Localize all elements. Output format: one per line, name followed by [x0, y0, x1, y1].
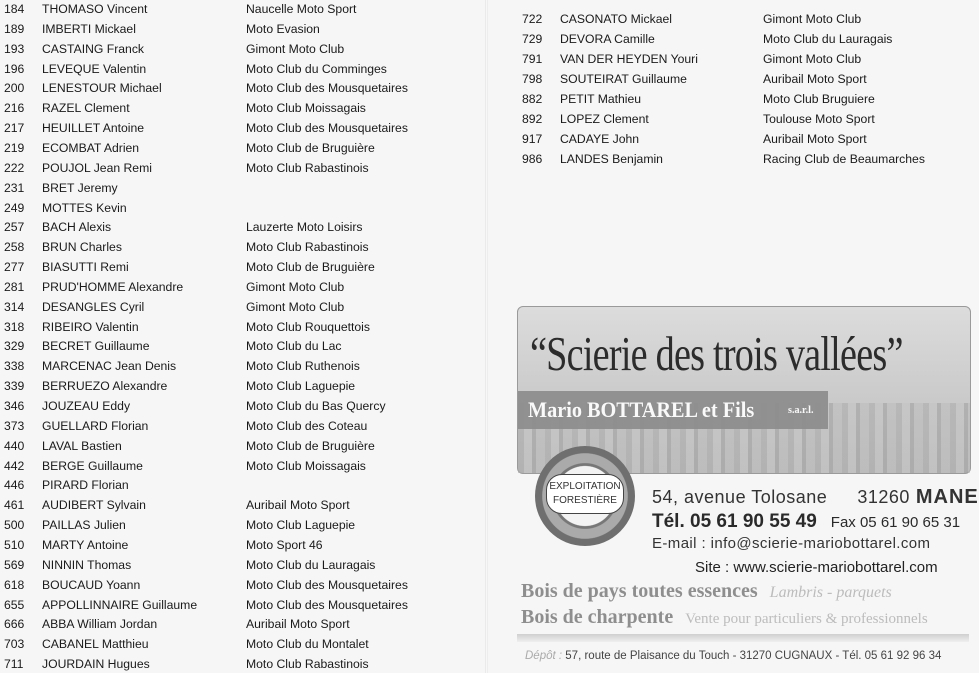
rider-name: BIASUTTI Remi	[42, 260, 129, 275]
ad-product-2-extra: Vente pour particuliers & professionnels	[685, 611, 928, 627]
entry-number: 798	[522, 72, 543, 86]
entry-number: 217	[4, 121, 25, 136]
club-name: Moto Club de Bruguière	[246, 260, 375, 275]
ad-depot-text: 57, route de Plaisance du Touch - 31270 CUGNAUX - Tél. 05 61 92 96 34	[565, 650, 942, 662]
rider-name: BACH Alexis	[42, 220, 112, 235]
club-name: Moto Club des Mousquetaires	[246, 81, 408, 96]
ad-depot	[525, 650, 941, 662]
entry-number: 219	[4, 140, 25, 155]
rider-name: CASTAING Franck	[42, 41, 145, 56]
club-name: Gimont Moto Club	[763, 52, 862, 66]
entry-number: 655	[4, 597, 25, 612]
entry-number: 442	[4, 458, 25, 473]
entry-number: 216	[4, 101, 25, 116]
entry-number: 196	[4, 61, 25, 76]
rider-name: LENESTOUR Michael	[42, 81, 162, 96]
rider-name: LANDES Benjamin	[560, 152, 663, 166]
entry-number: 346	[4, 399, 25, 413]
entry-number: 446	[4, 478, 25, 493]
club-name: Moto Club Moissagais	[246, 101, 366, 116]
rider-name: HEUILLET Antoine	[42, 121, 145, 136]
club-name: Moto Club Laguepie	[246, 518, 356, 533]
rider-name: SOUTEIRAT Guillaume	[560, 72, 687, 86]
entry-number: 722	[522, 12, 543, 26]
entry-number: 314	[4, 299, 25, 314]
rider-name: AUDIBERT Sylvain	[42, 498, 146, 513]
ad-product-2: Bois de charpente	[521, 606, 674, 628]
ad-product-line-2	[521, 606, 928, 629]
rider-name: DEVORA Camille	[560, 32, 655, 46]
ad-product-line-1	[521, 580, 892, 603]
entry-number: 666	[4, 617, 25, 632]
rider-name: ABBA William Jordan	[42, 617, 158, 632]
rider-name: BERGE Guillaume	[42, 458, 143, 473]
rider-name: IMBERTI Mickael	[42, 21, 136, 36]
rider-name: BERRUEZO Alexandre	[42, 379, 168, 394]
entry-number: 189	[4, 21, 25, 36]
rider-name: JOURDAIN Hugues	[42, 657, 150, 672]
log-seal-icon	[535, 446, 635, 546]
rider-name: LEVEQUE Valentin	[42, 61, 147, 76]
entry-number: 200	[4, 81, 25, 96]
entry-number: 500	[4, 518, 25, 533]
entry-number: 711	[4, 657, 24, 672]
ad-address	[652, 486, 979, 509]
club-name: Moto Evasion	[246, 21, 320, 36]
entry-number: 338	[4, 359, 25, 374]
club-name: Moto Club des Mousquetaires	[246, 121, 408, 136]
entry-number: 791	[522, 52, 543, 66]
ad-zip: 31260	[857, 487, 910, 507]
entry-number: 318	[4, 319, 25, 334]
club-name: Auribail Moto Sport	[763, 72, 867, 86]
entry-number: 193	[4, 41, 25, 56]
club-name: Moto Club Rouquettois	[246, 319, 370, 334]
ad-fax: Fax 05 61 90 65 31	[830, 514, 961, 531]
rider-name: BOUCAUD Yoann	[42, 577, 141, 592]
sawmill-advertisement	[517, 306, 979, 672]
ad-divider	[517, 634, 969, 642]
entry-number: 184	[4, 2, 25, 16]
club-name: Moto Club Rabastinois	[246, 657, 369, 672]
club-name: Auribail Moto Sport	[763, 132, 867, 146]
rider-name: CADAYE John	[560, 132, 640, 146]
club-name: Moto Club des Coteau	[246, 418, 368, 433]
seal-line-1: EXPLOITATION	[549, 481, 621, 492]
club-name: Gimont Moto Club	[763, 12, 862, 26]
rider-name: PIRARD Florian	[42, 478, 129, 493]
rider-name: BECRET Guillaume	[42, 339, 150, 354]
rider-name: RAZEL Clement	[42, 101, 130, 116]
club-name: Toulouse Moto Sport	[763, 112, 875, 126]
entry-number: 281	[4, 279, 25, 294]
entry-number: 569	[4, 557, 25, 572]
left-page	[0, 0, 485, 673]
club-name: Moto Club Laguepie	[246, 379, 356, 394]
rider-name: BRUN Charles	[42, 240, 122, 255]
entry-number: 440	[4, 438, 25, 453]
rider-name: LOPEZ Clement	[560, 112, 649, 126]
rider-name: CABANEL Matthieu	[42, 637, 149, 652]
club-name: Racing Club de Beaumarches	[763, 152, 925, 166]
club-name: Moto Club de Bruguière	[246, 140, 375, 155]
club-name: Naucelle Moto Sport	[246, 2, 357, 16]
entry-number: 510	[4, 537, 25, 552]
entry-number: 277	[4, 260, 25, 275]
ad-subtitle-band	[518, 391, 828, 429]
seal-label	[546, 474, 624, 514]
entry-number: 892	[522, 112, 543, 126]
ad-town: MANE	[915, 486, 979, 508]
entry-number: 729	[522, 32, 543, 46]
ad-email: E-mail : info@scierie-mariobottarel.com	[652, 535, 931, 552]
rider-name: PRUD'HOMME Alexandre	[42, 279, 184, 294]
entry-number: 222	[4, 160, 25, 175]
rider-name: MOTTES Kevin	[42, 200, 127, 215]
ad-title: “Scierie des trois vallées”	[530, 326, 903, 381]
entry-number: 329	[4, 339, 25, 354]
club-name: Moto Club Rabastinois	[246, 240, 369, 255]
club-name: Moto Sport 46	[246, 537, 323, 552]
club-name: Moto Club des Mousquetaires	[246, 597, 408, 612]
rider-name: MARTY Antoine	[42, 537, 129, 552]
rider-name: LAVAL Bastien	[42, 438, 122, 453]
entry-number: 257	[4, 220, 25, 235]
club-name: Moto Club de Bruguière	[246, 438, 375, 453]
club-name: Moto Club Ruthenois	[246, 359, 360, 374]
club-name: Auribail Moto Sport	[246, 498, 350, 513]
entry-number: 703	[4, 637, 25, 652]
ad-subtitle-suffix: s.a.r.l.	[788, 404, 814, 416]
entry-number: 339	[4, 379, 25, 394]
club-name: Moto Club du Lauragais	[763, 32, 893, 46]
club-name: Moto Club du Lauragais	[246, 557, 376, 572]
entry-number: 618	[4, 577, 25, 592]
entry-number: 249	[4, 200, 25, 215]
rider-name: PETIT Mathieu	[560, 92, 642, 106]
rider-name: PAILLAS Julien	[42, 518, 126, 533]
club-name: Gimont Moto Club	[246, 41, 345, 56]
club-name: Gimont Moto Club	[246, 279, 345, 294]
club-name: Gimont Moto Club	[246, 299, 345, 314]
rider-name: RIBEIRO Valentin	[42, 319, 139, 334]
rider-name: ECOMBAT Adrien	[42, 140, 140, 155]
rider-name: DESANGLES Cyril	[42, 299, 145, 314]
club-name: Auribail Moto Sport	[246, 617, 350, 632]
rider-name: APPOLLINNAIRE Guillaume	[42, 597, 198, 612]
rider-name: THOMASO Vincent	[42, 2, 148, 16]
ad-phone	[652, 511, 960, 533]
club-name: Moto Club du Lac	[246, 339, 342, 354]
ad-product-1-extra: Lambris - parquets	[769, 584, 892, 601]
entry-number: 231	[4, 180, 25, 195]
rider-name: MARCENAC Jean Denis	[42, 359, 177, 374]
entry-number: 373	[4, 418, 25, 433]
club-name: Lauzerte Moto Loisirs	[246, 220, 363, 235]
club-name: Moto Club Rabastinois	[246, 160, 369, 175]
club-name: Moto Club du Bas Quercy	[246, 399, 386, 413]
entry-number: 986	[522, 152, 543, 166]
ad-street: 54, avenue Tolosane	[652, 487, 828, 507]
rider-name: JOUZEAU Eddy	[42, 399, 131, 413]
club-name: Moto Club du Montalet	[246, 637, 369, 652]
entry-number: 882	[522, 92, 543, 106]
ad-tel: Tél. 05 61 90 55 49	[652, 511, 817, 532]
rider-name: CASONATO Mickael	[560, 12, 672, 26]
rider-name: POUJOL Jean Remi	[42, 160, 152, 175]
ad-website: Site : www.scierie-mariobottarel.com	[695, 559, 938, 576]
rider-name: NINNIN Thomas	[42, 557, 132, 572]
club-name: Moto Club Moissagais	[246, 458, 366, 473]
ad-product-1: Bois de pays toutes essences	[521, 580, 758, 602]
entry-number: 461	[4, 498, 25, 513]
rider-name: BRET Jeremy	[42, 180, 118, 195]
entry-number: 258	[4, 240, 25, 255]
club-name: Moto Club Bruguiere	[763, 92, 875, 106]
entry-number: 917	[522, 132, 543, 146]
club-name: Moto Club des Mousquetaires	[246, 577, 408, 592]
ad-depot-label: Dépôt :	[525, 650, 563, 662]
seal-line-2: FORESTIÈRE	[553, 495, 617, 506]
rider-name: VAN DER HEYDEN Youri	[560, 52, 698, 66]
ad-subtitle: Mario BOTTAREL et Fils	[528, 397, 755, 422]
club-name: Moto Club du Comminges	[246, 61, 387, 76]
rider-name: GUELLARD Florian	[42, 418, 149, 433]
